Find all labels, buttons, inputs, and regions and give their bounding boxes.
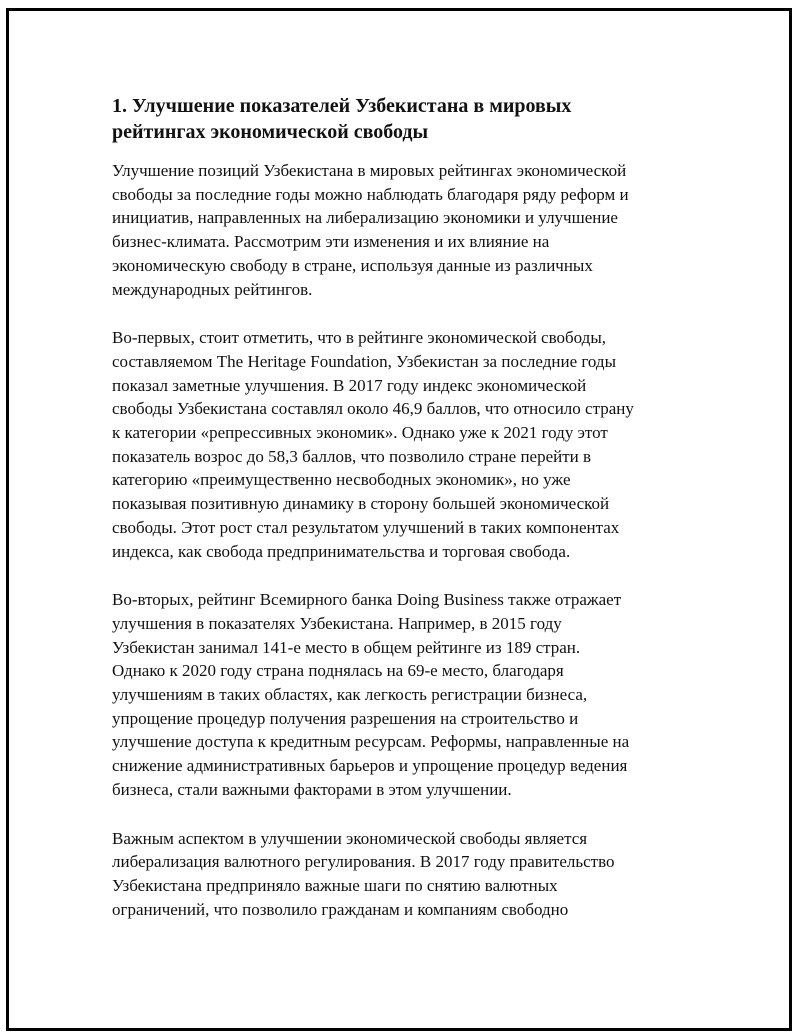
- text-line: Во-вторых, рейтинг Всемирного банка Doing Business также отражает: [112, 590, 622, 610]
- text-line: составляемом The Heritage Foundation, Узбекистан за последние годы: [112, 351, 616, 371]
- text-line: либерализация валютного регулирования. В 2017 году правительство: [112, 852, 615, 872]
- text-line: свободы за последние годы можно наблюдать благодаря ряду реформ и: [112, 184, 629, 204]
- text-line: свободы. Этот рост стал результатом улучшений в таких компонентах: [112, 517, 620, 537]
- text-line: Во-первых, стоит отметить, что в рейтинге экономической свободы,: [112, 328, 606, 348]
- text-line: показал заметные улучшения. В 2017 году индекс экономической: [112, 375, 587, 395]
- text-line: бизнес-климата. Рассмотрим эти изменения и их влияние на: [112, 232, 550, 252]
- paragraph-doing-business: [112, 588, 702, 801]
- text-line: снижение административных барьеров и упрощение процедур ведения: [112, 756, 628, 776]
- heading-line: рейтингах экономической свободы: [112, 121, 429, 143]
- text-line: свободы Узбекистана составлял около 46,9 баллов, что относило страну: [112, 399, 634, 419]
- text-line: международных рейтингов.: [112, 279, 313, 299]
- paragraph-currency-liberalization: [112, 827, 702, 922]
- paragraph-heritage-foundation: [112, 326, 702, 563]
- text-line: бизнеса, стали важными факторами в этом улучшении.: [112, 779, 512, 799]
- text-line: категорию «преимущественно несвободных экономик», но уже: [112, 470, 571, 490]
- text-line: упрощение процедур получения разрешения на строительство и: [112, 708, 579, 728]
- text-line: показывая позитивную динамику в сторону большей экономической: [112, 494, 610, 514]
- text-line: к категории «репрессивных экономик». Однако уже к 2021 году этот: [112, 423, 608, 443]
- text-line: Узбекистана предприняло важные шаги по снятию валютных: [112, 875, 558, 895]
- text-line: Важным аспектом в улучшении экономической свободы является: [112, 828, 588, 848]
- text-line: Улучшение позиций Узбекистана в мировых рейтингах экономической: [112, 161, 627, 180]
- text-line: улучшения в показателях Узбекистана. Например, в 2015 году: [112, 613, 562, 633]
- text-line: ограничений, что позволило гражданам и компаниям свободно: [112, 899, 569, 919]
- text-line: экономическую свободу в стране, используя данные из различных: [112, 255, 593, 275]
- heading-line: 1. Улучшение показателей Узбекистана в мировых: [112, 95, 572, 117]
- section-heading: [112, 93, 702, 145]
- document-content: [112, 93, 702, 946]
- text-line: улучшениям в таких областях, как легкость регистрации бизнеса,: [112, 685, 588, 705]
- paragraph-intro: [112, 159, 702, 301]
- text-line: индекса, как свобода предпринимательства и торговая свобода.: [112, 541, 571, 561]
- text-line: Однако к 2020 году страна поднялась на 69-е место, благодаря: [112, 661, 564, 681]
- text-line: инициатив, направленных на либерализацию экономики и улучшение: [112, 208, 618, 228]
- text-line: Узбекистан занимал 141-е место в общем рейтинге из 189 стран.: [112, 637, 581, 657]
- text-line: улучшение доступа к кредитным ресурсам. Реформы, направленные на: [112, 732, 630, 752]
- text-line: показатель возрос до 58,3 баллов, что позволило стране перейти в: [112, 446, 592, 466]
